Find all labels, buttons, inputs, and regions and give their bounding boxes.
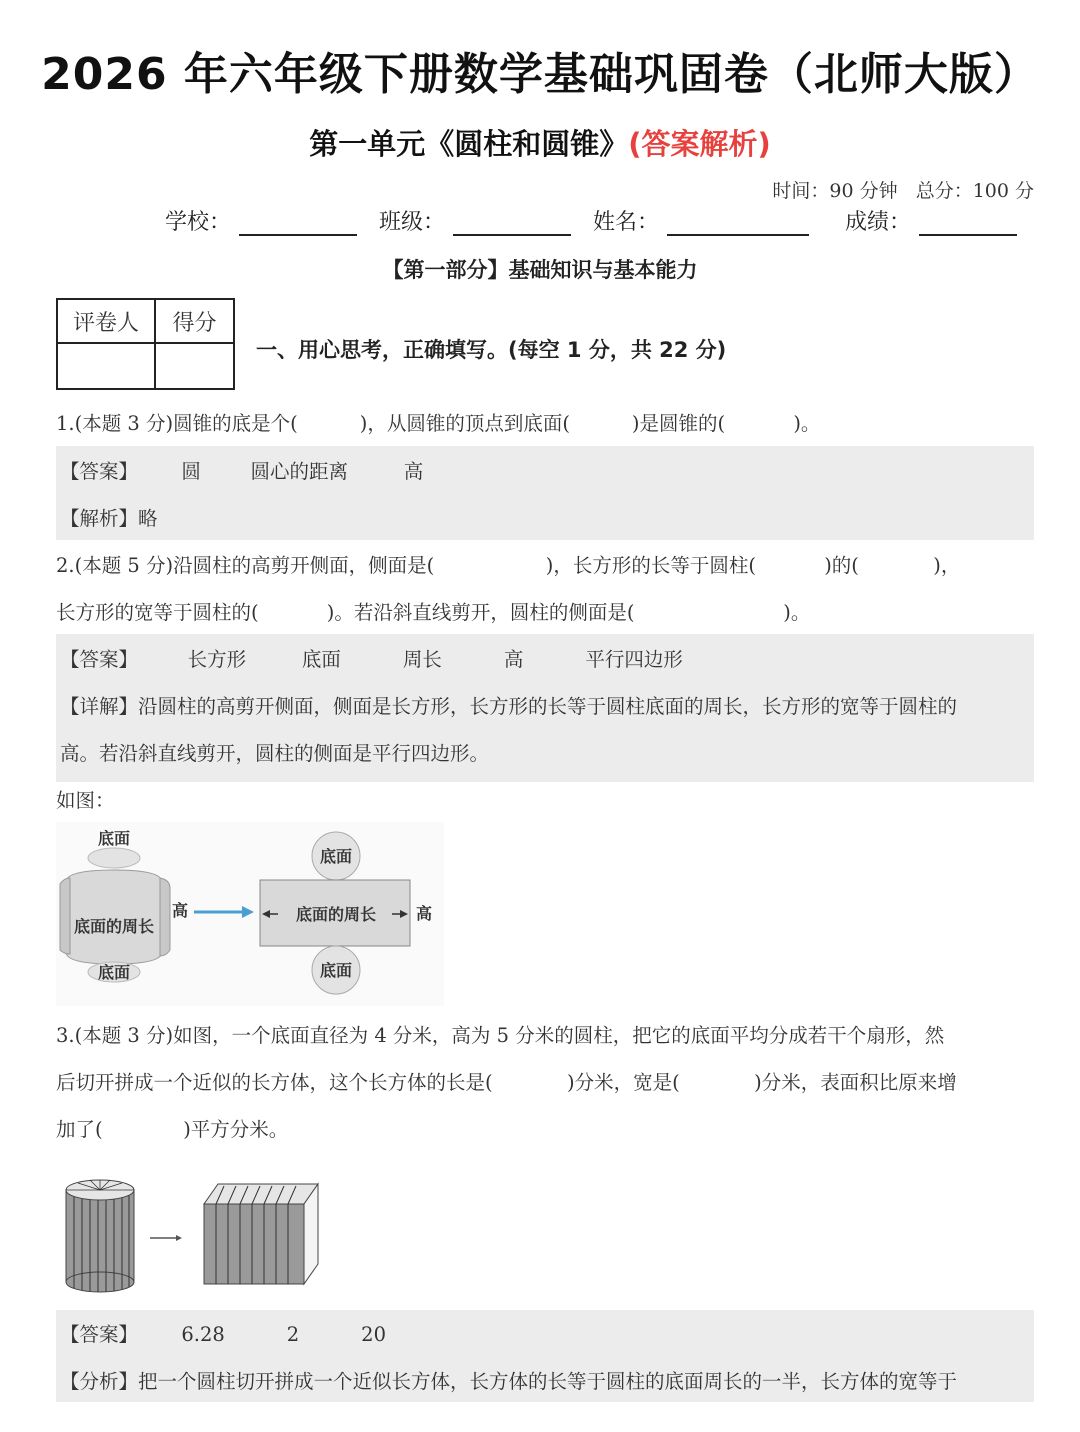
slice-arrow-head: [176, 1235, 182, 1241]
school-field[interactable]: [239, 210, 357, 236]
unit-subtitle: [0, 122, 1080, 163]
top-base-ellipse: [88, 848, 140, 868]
unfolded-bottom-label: 底面: [319, 961, 353, 980]
cylinder-flap-left: [60, 878, 70, 954]
class-label: 班级：: [379, 210, 446, 235]
name-label: 姓名：: [593, 210, 660, 235]
question-3-line-1: 3.(本题 3 分)如图，一个底面直径为 4 分米，高为 5 分米的圆柱，把它的底面平均分成若干个扇形，然: [56, 1024, 945, 1047]
part-title: 【第一部分】基础知识与基本能力: [382, 258, 698, 282]
cylinder-to-cuboid-svg: [56, 1160, 346, 1295]
unfolded-top-label: 底面: [319, 847, 353, 866]
cylinder-height-label: 高: [171, 901, 189, 920]
cylinder-to-cuboid-figure: [56, 1160, 346, 1295]
student-info-row: [165, 205, 1017, 236]
score-cell[interactable]: [155, 343, 234, 389]
cuboid-front: [204, 1204, 304, 1284]
unfolded-circumference-label: 底面的周长: [295, 905, 377, 924]
grade-field[interactable]: [919, 210, 1017, 236]
question-3-line-3: 加了( )平方分米。: [56, 1118, 289, 1141]
answer-3: 【答案】 6.28 2 20: [60, 1323, 386, 1346]
cylinder-circumference-label: 底面的周长: [73, 917, 155, 936]
grader-cell[interactable]: [57, 343, 155, 389]
answer-tag: (答案解析): [628, 127, 771, 161]
grade-label: 成绩：: [845, 210, 912, 235]
question-2-line-2: 长方形的宽等于圆柱的( )。若沿斜直线剪开，圆柱的侧面是( )。: [56, 601, 811, 624]
answer-2: 【答案】 长方形 底面 周长 高 平行四边形: [60, 648, 683, 671]
grader-header: 评卷人: [57, 299, 155, 343]
question-2-line-1: 2.(本题 5 分)沿圆柱的高剪开侧面，侧面是( )，长方形的长等于圆柱( )的( )，: [56, 554, 961, 577]
answer-1: 【答案】 圆 圆心的距离 高: [60, 460, 424, 483]
cylinder-unfold-svg: [56, 822, 444, 1006]
sliced-cylinder-bottom: [66, 1272, 134, 1292]
analysis-3: 【分析】把一个圆柱切开拼成一个近似长方体，长方体的长等于圆柱的底面周长的一半，长方体的宽等于: [60, 1370, 958, 1393]
name-field[interactable]: [667, 210, 809, 236]
detail-2-line-1: 【详解】沿圆柱的高剪开侧面，侧面是长方形，长方形的长等于圆柱底面的周长，长方形的宽等于圆柱的: [60, 695, 958, 718]
class-field[interactable]: [453, 210, 571, 236]
bottom-base-label: 底面: [97, 963, 131, 982]
question-1: 1.(本题 3 分)圆锥的底是个( )，从圆锥的顶点到底面( )是圆锥的( )。: [56, 412, 821, 435]
score-table: [56, 298, 235, 390]
top-base-label: 底面: [97, 829, 131, 848]
detail-2-line-2: 高。若沿斜直线剪开，圆柱的侧面是平行四边形。: [60, 742, 490, 765]
cylinder-unfold-figure: [56, 822, 444, 1006]
sliced-cylinder-body: [66, 1190, 134, 1282]
transform-arrow-head: [242, 906, 254, 918]
unit-title: 第一单元《圆柱和圆锥》: [309, 127, 629, 161]
page-title: 2026 年六年级下册数学基础巩固卷（北师大版）: [41, 49, 1039, 100]
school-label: 学校：: [165, 210, 232, 235]
figure-label: 如图：: [56, 789, 115, 812]
unfolded-height-label: 高: [415, 904, 433, 923]
cylinder-flap-right: [160, 878, 170, 956]
score-header: 得分: [155, 299, 234, 343]
time-score-info: 时间：90 分钟 总分：100 分: [772, 180, 1034, 202]
question-3-line-2: 后切开拼成一个近似的长方体，这个长方体的长是( )分米，宽是( )分米，表面积比原来增: [56, 1071, 957, 1094]
section-one-heading: 一、用心思考，正确填写。(每空 1 分，共 22 分): [256, 338, 727, 362]
cuboid-top: [204, 1184, 318, 1204]
analysis-1: 【解析】略: [60, 507, 158, 530]
